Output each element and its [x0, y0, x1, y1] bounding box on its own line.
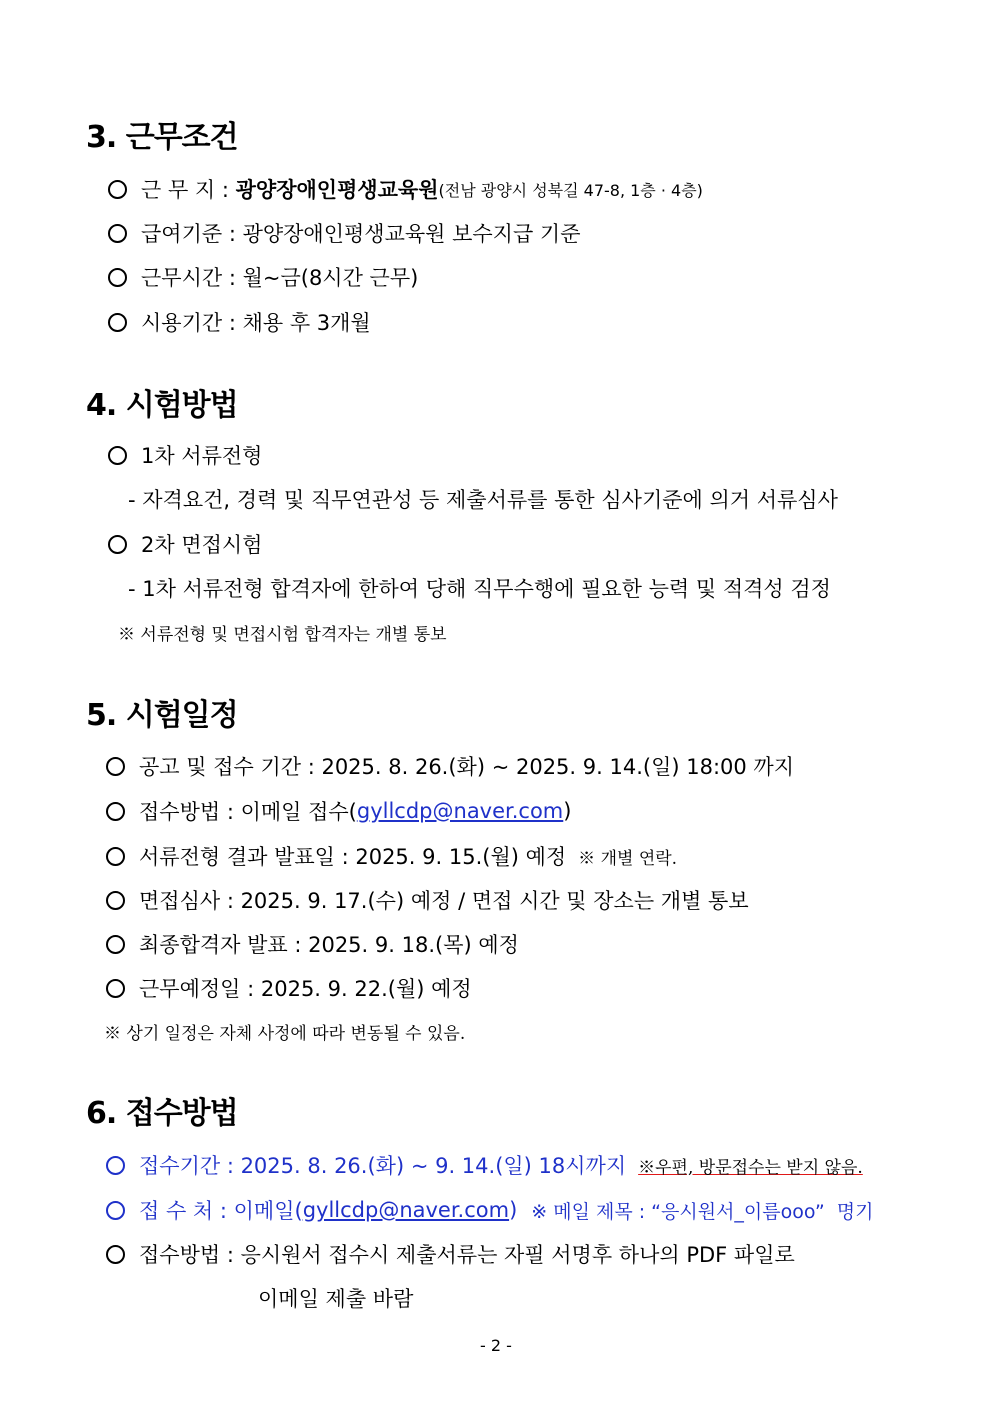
- work-location-value: 광양장애인평생교육원: [235, 178, 439, 202]
- section4-title: 4. 시험방법: [86, 388, 238, 423]
- apply-place: [106, 1195, 873, 1225]
- exam-step-1-label: 1차 서류전형: [141, 444, 263, 468]
- apply-place-note: ※ 메일 제목 : “응시원서_이름ooo” 명기: [531, 1200, 874, 1223]
- schedule-final: [106, 929, 519, 959]
- circle-bullet-icon: [106, 891, 125, 910]
- schedule-interview: [106, 885, 749, 915]
- circle-bullet-icon: [106, 802, 125, 821]
- salary-value: 광양장애인평생교육원 보수지급 기준: [242, 222, 581, 246]
- section3-title: 3. 근무조건: [86, 120, 238, 155]
- schedule-period: [106, 751, 794, 781]
- circle-bullet-icon: [106, 847, 125, 866]
- circle-bullet-icon: [106, 1245, 125, 1264]
- schedule-method-close: ): [563, 799, 572, 823]
- schedule-start: [106, 973, 472, 1003]
- work-location: [108, 174, 703, 204]
- exam-step-1-desc: - 자격요건, 경력 및 직무연관성 등 제출서류를 통한 심사기준에 의거 서류심사: [128, 488, 838, 512]
- apply-period: [106, 1150, 863, 1180]
- circle-bullet-icon: [108, 446, 127, 465]
- work-location-address: (전남 광양시 성북길 47-8, 1층 · 4층): [438, 180, 703, 200]
- exam-step-2-desc: - 1차 서류전형 합격자에 한하여 당해 직무수행에 필요한 능력 및 적격성 검정: [128, 577, 831, 601]
- probation-period: [108, 307, 371, 337]
- apply-period-note: ※우편, 방문접수는 받지 않음.: [638, 1157, 863, 1178]
- schedule-note: ※ 상기 일정은 자체 사정에 따라 변동될 수 있음.: [104, 1024, 466, 1044]
- doc-result-text: 서류전형 결과 발표일 : 2025. 9. 15.(월) 예정: [139, 845, 567, 869]
- schedule-period-text: 공고 및 접수 기간 : 2025. 8. 26.(화) ~ 2025. 9. 14.(일) 18:00 까지: [139, 755, 794, 779]
- circle-bullet-icon: [106, 935, 125, 954]
- apply-email-link[interactable]: gyllcdp@naver.com: [302, 1198, 510, 1222]
- probation-value: 채용 후 3개월: [242, 311, 371, 335]
- interview-text: 면접심사 : 2025. 9. 17.(수) 예정 / 면접 시간 및 장소는 개별 통보: [139, 889, 749, 913]
- doc-result-note: ※ 개별 연락.: [578, 848, 678, 869]
- page-number: - 2 -: [480, 1336, 512, 1355]
- circle-bullet-icon: [106, 1201, 125, 1220]
- work-location-label: 근 무 지 :: [141, 178, 236, 202]
- work-hours: [108, 262, 418, 292]
- section6-title: 6. 접수방법: [86, 1096, 238, 1131]
- probation-label: 시용기간 :: [141, 311, 243, 335]
- email-link[interactable]: gyllcdp@naver.com: [356, 799, 564, 823]
- apply-method-line1: 접수방법 : 응시원서 접수시 제출서류는 자필 서명후 하나의 PDF 파일로: [139, 1243, 795, 1267]
- circle-bullet-icon: [108, 180, 127, 199]
- schedule-doc-result: [106, 841, 677, 871]
- circle-bullet-icon: [106, 757, 125, 776]
- apply-place-close: ): [509, 1198, 518, 1222]
- schedule-method-label: 접수방법 : 이메일 접수(: [139, 800, 357, 824]
- circle-bullet-icon: [108, 268, 127, 287]
- circle-bullet-icon: [106, 979, 125, 998]
- work-hours-value: 월~금(8시간 근무): [242, 266, 419, 290]
- circle-bullet-icon: [106, 1156, 125, 1175]
- salary-label: 급여기준 :: [141, 222, 243, 246]
- exam-step-2-label: 2차 면접시험: [141, 533, 263, 557]
- apply-method-line2: 이메일 제출 바람: [258, 1287, 414, 1311]
- exam-step-2: [108, 529, 262, 559]
- circle-bullet-icon: [108, 535, 127, 554]
- circle-bullet-icon: [108, 224, 127, 243]
- schedule-method: [106, 796, 571, 826]
- work-hours-label: 근무시간 :: [141, 266, 243, 290]
- final-text: 최종합격자 발표 : 2025. 9. 18.(목) 예정: [139, 933, 519, 957]
- salary-standard: [108, 218, 581, 248]
- exam-note: ※ 서류전형 및 면접시험 합격자는 개별 통보: [118, 625, 447, 645]
- section5-title: 5. 시험일정: [86, 698, 238, 733]
- apply-place-label: 접 수 처 : 이메일(: [139, 1199, 303, 1223]
- apply-period-text: 접수기간 : 2025. 8. 26.(화) ~ 9. 14.(일) 18시까지: [139, 1154, 627, 1178]
- circle-bullet-icon: [108, 313, 127, 332]
- start-text: 근무예정일 : 2025. 9. 22.(월) 예정: [139, 977, 472, 1001]
- apply-method: [106, 1239, 795, 1269]
- exam-step-1: [108, 440, 262, 470]
